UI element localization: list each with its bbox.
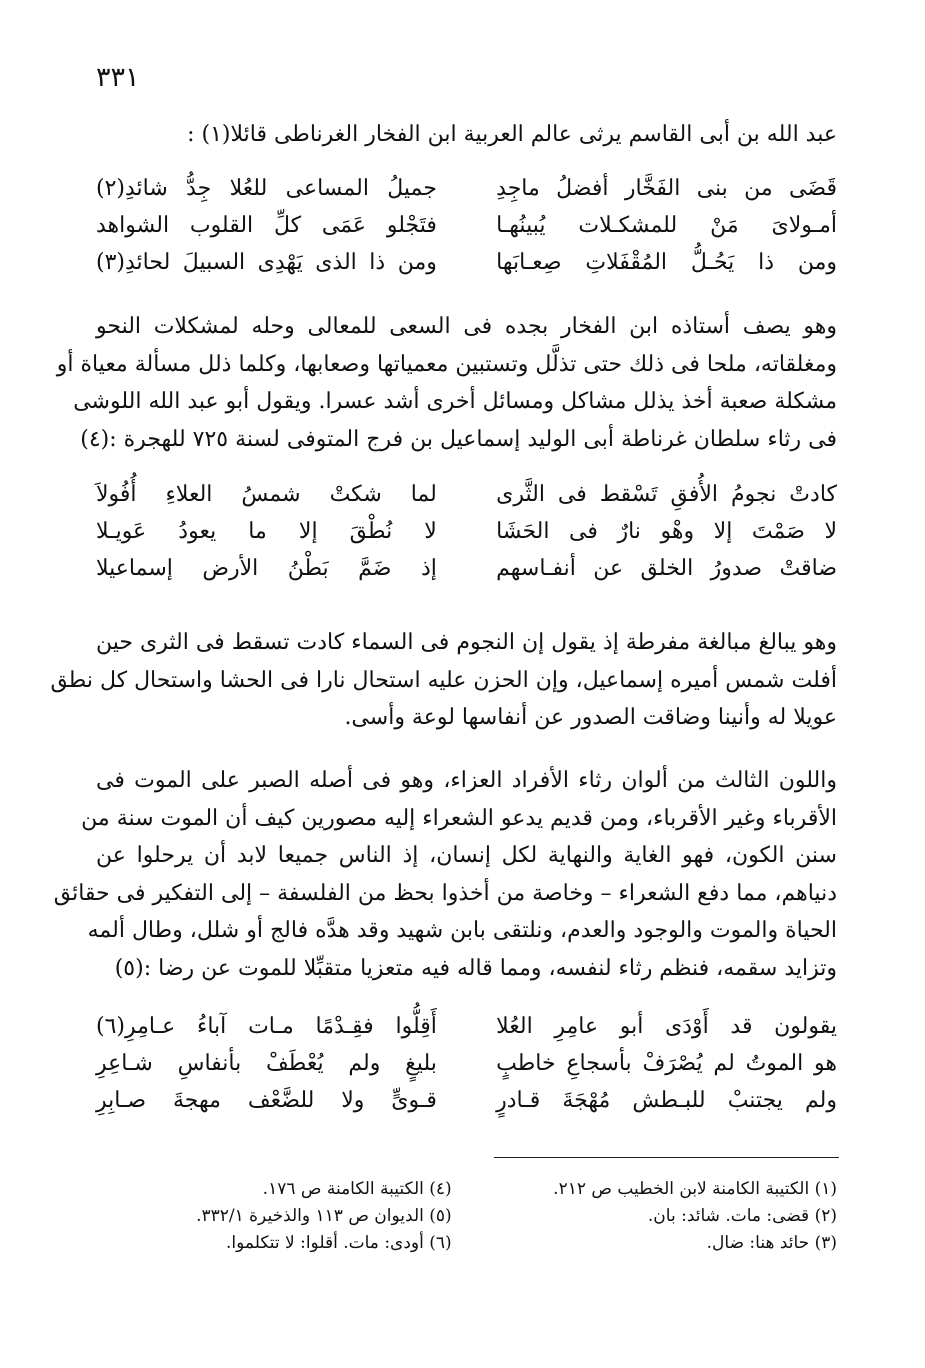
footnote: (٤) الكتيبة الكامنة ص ١٧٦. xyxy=(262,1179,452,1199)
intro-line xyxy=(96,116,837,154)
paragraph-line: الأقرباء وغير الأقرباء، ومن قديم يدعو الشعراء إليه مصورين كيف أن الموت سنة من xyxy=(81,805,837,831)
paragraph-line: فى رثاء سلطان غرناطة أبى الوليد إسماعيل بن فرج المتوفى لسنة ٧٢٥ للهجرة :(٤) xyxy=(80,426,837,452)
verse xyxy=(96,1008,837,1045)
footnotes-right-column xyxy=(481,1176,837,1257)
paragraph-line: أفلت شمس أميره إسماعيل، وإن الحزن عليه استحال نارا فى الحشا واستحال كل نطق xyxy=(50,667,837,693)
verse xyxy=(96,550,837,587)
verse-first-hemistich: أمـولاىَ مَنْ للمشكـلات يُبينُهـا xyxy=(496,213,837,238)
paragraph-2 xyxy=(50,624,837,737)
footnote: (٦) أودى: مات. أقلوا: لا تتكلموا. xyxy=(225,1233,452,1253)
paragraph-line: مشكلة صعبة أخذ يذلل مشاكل ومسائل أخرى أشد عسرا. ويقول أبو عبد الله اللوشى xyxy=(73,389,837,414)
verse-second-hemistich: أَقِلُّوا فقِـدْمًا مـات آباءُ عـامِرِ(٦) xyxy=(96,1014,437,1039)
verse xyxy=(96,476,837,513)
paragraph-line: وهو يصف أستاذه ابن الفخار بجده فى السعى للمعالى وحله لمشكلات النحو xyxy=(96,314,838,339)
footnote: (١) الكتيبة الكامنة لابن الخطيب ص ٢١٢. xyxy=(553,1179,837,1199)
paragraph-line: وهو يبالغ مبالغة مفرطة إذ يقول إن النجوم فى السماء كادت تسقط فى الثرى حين xyxy=(96,630,837,655)
paragraph-line: وتزايد سقمه، فنظم رثاء لنفسه، ومما قاله فيه متعزيا متقبِّلا للموت عن رضا :(٥) xyxy=(114,955,837,981)
verse-first-hemistich: يقولون قد أَوْدَى أبو عامِرِ العُلا xyxy=(496,1014,837,1039)
footnote: (٣) حائد هنا: ضال. xyxy=(706,1233,837,1253)
verse-second-hemistich: إذ ضَمَّ بَطْنُ الأرض إسماعيلا xyxy=(96,556,437,581)
verse xyxy=(96,1045,837,1082)
footnote: (٥) الديوان ص ١١٣ والذخيرة ٣٣٢/١. xyxy=(196,1206,452,1226)
verse-first-hemistich: هو الموتُ لم يُصْرَفْ بأسجاعِ خاطبٍ xyxy=(496,1051,837,1076)
verse-first-hemistich: ومن ذا يَحُـلُّ المُقْفَلاتِ صِعـابَها xyxy=(496,250,837,275)
paragraph-line: واللون الثالث من ألوان رثاء الأفراد العزاء، وهو فى أصله الصبر على الموت فى xyxy=(96,768,837,793)
verse-second-hemistich: لما شكتْ شمسُ العلاءِ أُفُولاَ xyxy=(96,482,437,507)
verse-second-hemistich: لا نُطْقَ إلا ما يعودُ عَويـلا xyxy=(96,519,437,544)
footnote-divider xyxy=(494,1157,839,1158)
verse xyxy=(96,1082,837,1119)
paragraph-line: الحياة والموت والوجود والعدم، ونلتقى بابن شهيد وقد هدَّه فالج أو شلل، وطال ألمه xyxy=(87,918,837,943)
verse-first-hemistich: كادتْ نجومُ الأُفقِ تَسْقط فى الثَّرى xyxy=(496,482,837,507)
poem-1 xyxy=(96,170,837,281)
verse-first-hemistich: ولم يجتنبْ للبـطش مُهْجَةَ قـادرٍ xyxy=(496,1088,837,1113)
poem-3 xyxy=(96,1008,837,1119)
verse-second-hemistich: جميلُ المساعى للعُلا جِدُّ شائدِ(٢) xyxy=(96,176,437,201)
paragraph-line: ومغلقاته، ملحا فى ذلك حتى تذلَّل وتستبين معمياتها وصعابها، وكلما ذلل مسألة معياة أو xyxy=(56,351,837,377)
verse xyxy=(96,207,837,244)
verse-second-hemistich: فتَجْلو عَمَى كلِّ القلوب الشواهد xyxy=(96,213,437,238)
paragraph-line: سنن الكون، فهو الغاية والنهاية لكل إنسان، إذ الناس جميعا لابد أن يرحلوا عن xyxy=(96,843,837,868)
verse-second-hemistich: بليغٍ ولم يُعْطَفْ بأنفاسِ شـاعِرِ xyxy=(96,1051,437,1076)
footnote: (٢) قضى: مات. شائد: بان. xyxy=(647,1206,837,1226)
page-number: ٣٣١ xyxy=(96,62,140,93)
verse-first-hemistich: قَضَى من بنى الفَخَّار أفضلُ ماجِدِ xyxy=(496,176,837,201)
paragraph-1 xyxy=(56,308,838,458)
verse-second-hemistich: ومن ذا الذى يَهْدِى السبيلَ لحائدِ(٣) xyxy=(96,250,437,275)
footnotes xyxy=(96,1176,837,1257)
intro-text: عبد الله بن أبى القاسم يرثى عالم العربية ابن الفخار الغرناطى قائلا(١) : xyxy=(187,122,837,147)
footnotes-left-column xyxy=(96,1176,452,1257)
verse xyxy=(96,244,837,281)
paragraph-line: دنياهم، مما دفع الشعراء – وخاصة من أخذوا بحظ من الفلسفة – إلى التفكير فى حقائق xyxy=(53,880,837,906)
poem-2 xyxy=(96,476,837,587)
verse-first-hemistich: لا صَمْتَ إلا وهْو نارٌ فى الحَشَا xyxy=(496,519,837,544)
paragraph-3 xyxy=(53,762,837,987)
paragraph-line: عويلا له وأنينا وضاقت الصدور عن أنفاسها لوعة وأسى. xyxy=(344,705,837,730)
verse xyxy=(96,513,837,550)
verse xyxy=(96,170,837,207)
verse-second-hemistich: قـوىٍّ ولا للضَّعْف مهجةَ صـابِرِ xyxy=(96,1088,437,1113)
verse-first-hemistich: ضاقتْ صدورُ الخلق عن أنفـاسهم xyxy=(496,556,837,581)
